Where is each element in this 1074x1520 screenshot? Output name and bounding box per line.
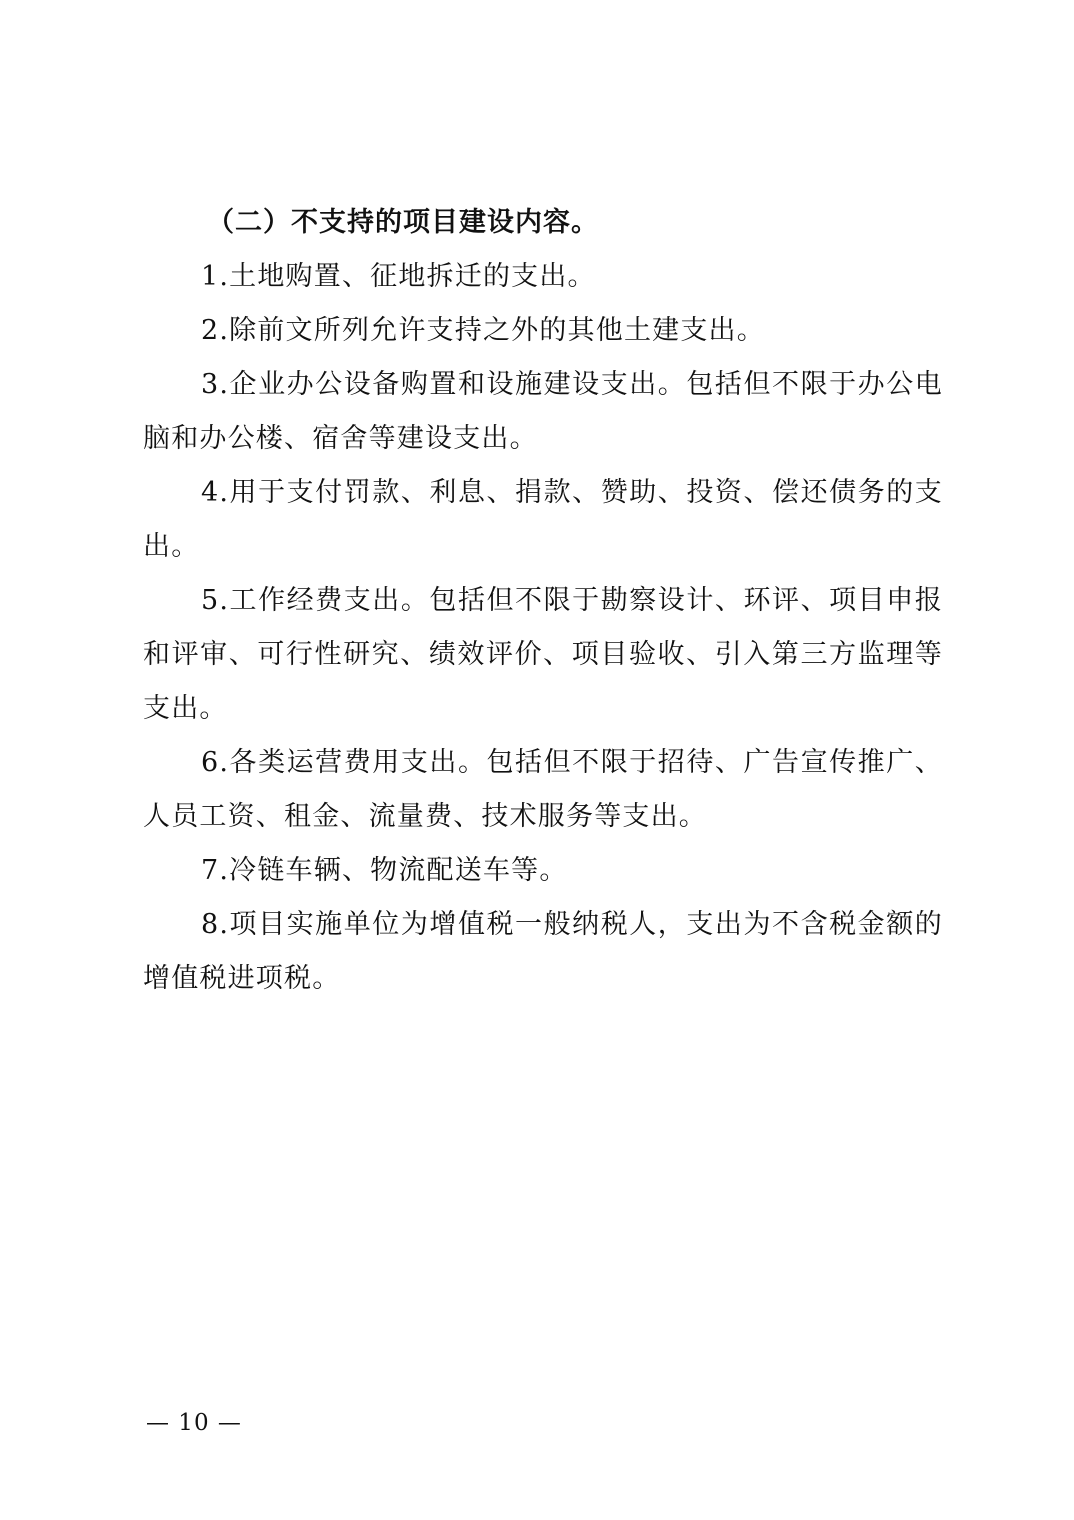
list-item-6: 6.各类运营费用支出。包括但不限于招待、广告宣传推广、人员工资、租金、流量费、技术服务等支出。 — [143, 747, 943, 832]
list-item-3: 3.企业办公设备购置和设施建设支出。包括但不限于办公电脑和办公楼、宿舍等建设支出。 — [143, 369, 943, 454]
section-heading: （二）不支持的项目建设内容。 — [207, 207, 599, 238]
page-number: — 10 — — [146, 1410, 242, 1436]
list-item-1: 1.土地购置、征地拆迁的支出。 — [201, 261, 596, 292]
list-item-5: 5.工作经费支出。包括但不限于勘察设计、环评、项目申报和评审、可行性研究、绩效评价、项目验收、引入第三方监理等支出。 — [143, 585, 943, 724]
list-item-4: 4.用于支付罚款、利息、捐款、赞助、投资、偿还债务的支出。 — [143, 477, 943, 562]
list-item-8: 8.项目实施单位为增值税一般纳税人，支出为不含税金额的增值税进项税。 — [143, 909, 943, 994]
document-body — [143, 196, 943, 1006]
list-item-2: 2.除前文所列允许支持之外的其他土建支出。 — [201, 315, 765, 346]
list-item-7: 7.冷链车辆、物流配送车等。 — [201, 855, 568, 886]
